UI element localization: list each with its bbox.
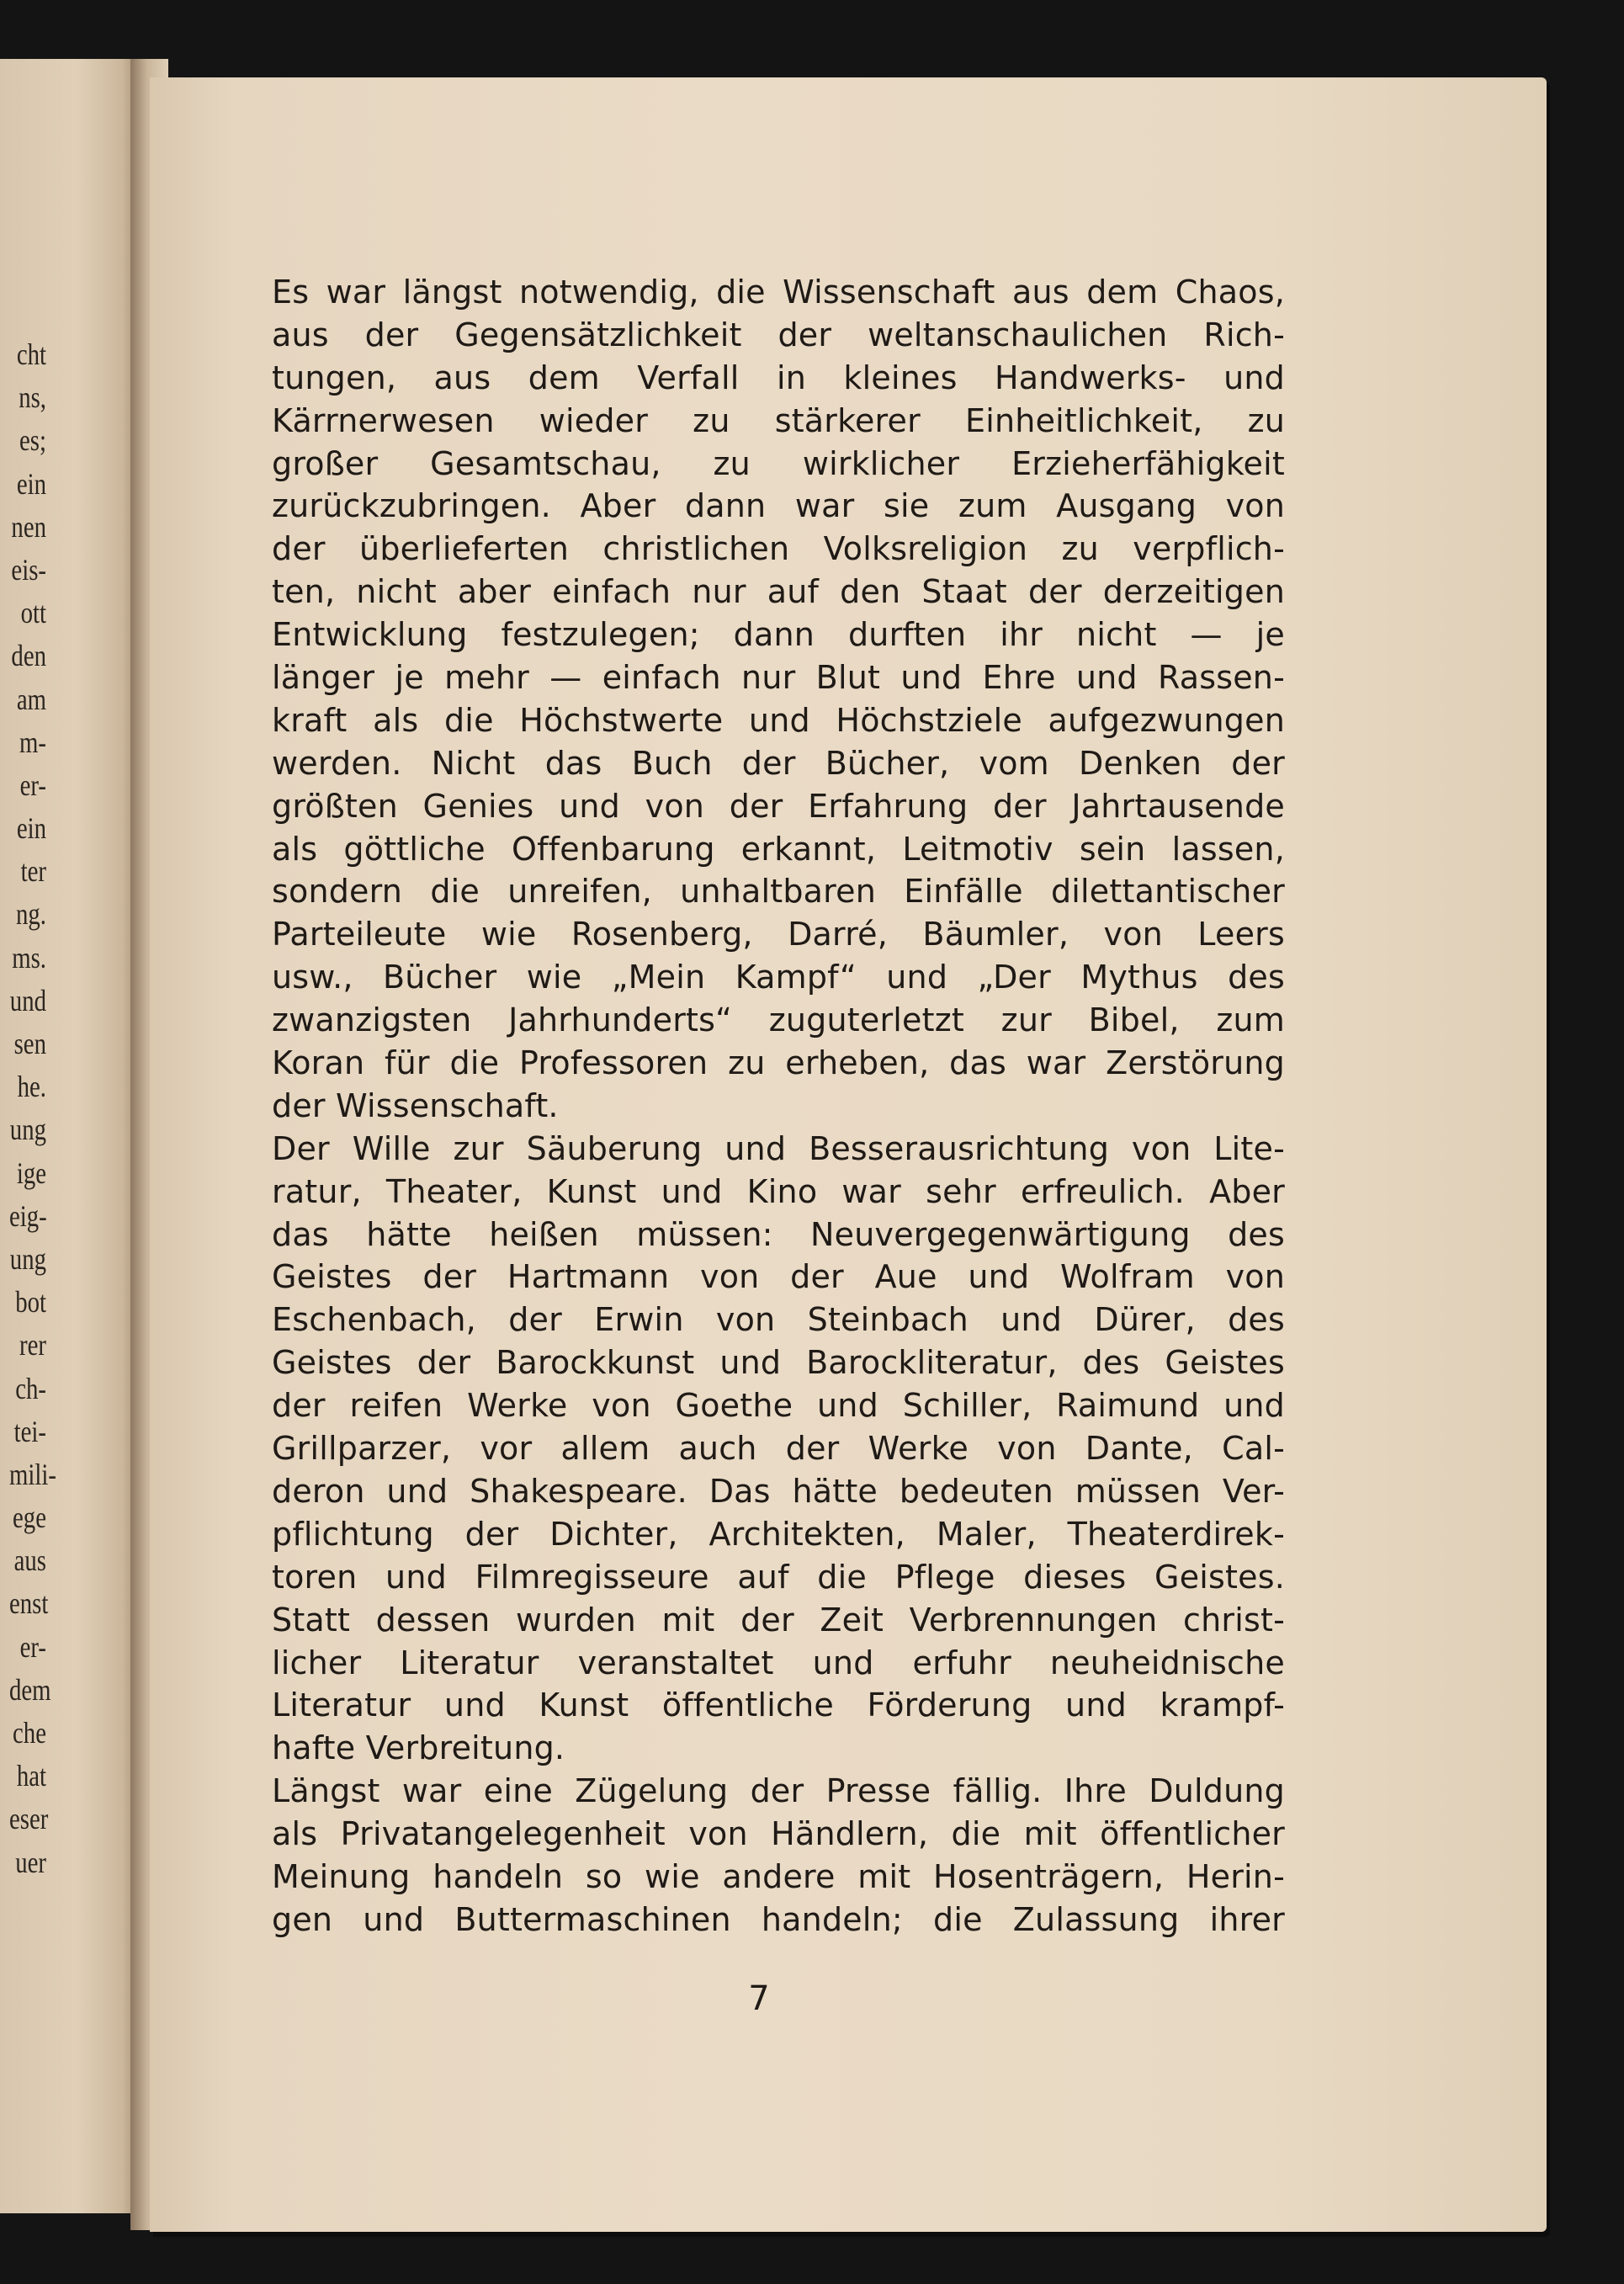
previous-page-fragment: er- (19, 768, 46, 802)
text-line: das hätte heißen müssen: Neuvergegenwärtigung des (272, 1215, 1285, 1253)
previous-page-fragment: nen (11, 509, 47, 544)
previous-page-fragment: ein (16, 466, 46, 501)
previous-page-fragment: mili- (9, 1457, 56, 1491)
text-line: Grillparzer, vor allem auch der Werke von Dante, Cal- (272, 1430, 1285, 1468)
previous-page-fragment: eser (9, 1802, 49, 1836)
text-line: Geistes der Hartmann von der Aue und Wolfram von (272, 1258, 1285, 1296)
text-line: größten Genies und von der Erfahrung der Jahrtausende (272, 787, 1285, 825)
previous-page-fragment: rer (19, 1328, 46, 1362)
text-line: Längst war eine Zügelung der Presse fällig. Ihre Duldung (272, 1772, 1285, 1810)
previous-page-fragment: ms. (12, 940, 46, 975)
previous-page (0, 59, 139, 2213)
text-line: pflichtung der Dichter, Architekten, Maler, Theaterdirek- (272, 1515, 1285, 1553)
previous-page-fragment: he. (17, 1070, 46, 1104)
text-line: gen und Buttermaschinen handeln; die Zulassung ihrer (272, 1900, 1285, 1938)
previous-page-fragment: tei- (13, 1414, 46, 1448)
previous-page-fragment: ns, (19, 380, 46, 415)
text-line: usw., Bücher wie „Mein Kampf“ und „Der Mythus des (272, 959, 1285, 996)
previous-page-fragment: enst (9, 1586, 49, 1621)
previous-page-fragment: eis- (11, 552, 47, 587)
previous-page-fragment: ege (13, 1501, 46, 1535)
previous-page-fragment: uer (15, 1845, 47, 1879)
text-line: der reifen Werke von Goethe und Schiller, Raimund und (272, 1387, 1285, 1425)
previous-page-fragment: ng. (16, 897, 46, 932)
text-line: der Wissenschaft. (272, 1086, 559, 1124)
text-line: Kärrnerwesen wieder zu stärkerer Einheitlichkeit, zu (272, 401, 1285, 439)
text-line: Literatur und Kunst öffentliche Förderung und krampf- (272, 1686, 1285, 1724)
paragraph (272, 271, 1285, 1128)
text-line: als göttliche Offenbarung erkannt, Leitmotiv sein lassen, (272, 830, 1285, 868)
text-line: kraft als die Höchstwerte und Höchstziele aufgezwungen (272, 701, 1285, 739)
previous-page-fragment: und (9, 983, 47, 1017)
text-line: Geistes der Barockkunst und Barockliteratur, des Geistes (272, 1344, 1285, 1382)
text-line: großer Gesamtschau, zu wirklicher Erzieherfähigkeit (272, 444, 1285, 482)
text-line: sondern die unreifen, unhaltbaren Einfälle dilettantischer (272, 873, 1285, 911)
body-text (272, 271, 1285, 1941)
current-page (150, 77, 1547, 2232)
paragraph (272, 1128, 1285, 1770)
text-line: ten, nicht aber einfach nur auf den Staat der derzeitigen (272, 573, 1285, 611)
text-line: Meinung handeln so wie andere mit Hosenträgern, Herin- (272, 1857, 1285, 1895)
text-line: Entwicklung festzulegen; dann durften ihr nicht — je (272, 616, 1285, 654)
page-number: 7 (748, 1979, 770, 2018)
previous-page-fragment: eig- (9, 1198, 47, 1233)
text-line: als Privatangelegenheit von Händlern, die mit öffentlicher (272, 1815, 1285, 1853)
text-line: aus der Gegensätzlichkeit der weltanschaulichen Rich- (272, 316, 1285, 353)
text-line: länger je mehr — einfach nur Blut und Ehre und Rassen- (272, 659, 1285, 697)
previous-page-fragment: ch- (15, 1371, 47, 1405)
paragraph (272, 1770, 1285, 1941)
previous-page-fragment: ung (9, 1241, 47, 1276)
previous-page-fragment: che (13, 1716, 46, 1750)
text-line: Eschenbach, der Erwin von Steinbach und Dürer, des (272, 1301, 1285, 1339)
text-line: licher Literatur veranstaltet und erfuhr neuheidnische (272, 1644, 1285, 1681)
previous-page-fragment: sen (13, 1027, 47, 1060)
previous-page-fragment: ott (20, 596, 46, 630)
text-line: hafte Verbreitung. (272, 1729, 565, 1767)
text-line: der überlieferten christlichen Volksreligion zu verpflich- (272, 530, 1285, 568)
text-line: toren und Filmregisseure auf die Pflege dieses Geistes. (272, 1558, 1285, 1596)
previous-page-fragment: den (11, 639, 47, 673)
previous-page-fragment: bot (15, 1285, 46, 1320)
text-line: Koran für die Professoren zu erheben, das war Zerstörung (272, 1044, 1285, 1082)
previous-page-fragment: cht (16, 337, 46, 371)
text-line: Parteileute wie Rosenberg, Darré, Bäumler, von Leers (272, 916, 1285, 953)
text-line: deron und Shakespeare. Das hätte bedeuten müssen Ver- (272, 1472, 1285, 1510)
previous-page-fragment: hat (16, 1759, 46, 1793)
text-line: werden. Nicht das Buch der Bücher, vom Denken der (272, 744, 1285, 782)
text-line: zwanzigsten Jahrhunderts“ zuguterletzt zur Bibel, zum (272, 1001, 1285, 1039)
previous-page-line-fragments (0, 333, 56, 1884)
previous-page-fragment: aus (13, 1543, 47, 1578)
previous-page-fragment: er- (19, 1629, 46, 1664)
text-line: tungen, aus dem Verfall in kleines Handwerks- und (272, 359, 1285, 396)
text-line: Statt dessen wurden mit der Zeit Verbrennungen christ- (272, 1601, 1285, 1639)
text-line: zurückzubringen. Aber dann war sie zum Ausgang von (272, 487, 1285, 525)
previous-page-fragment: ung (9, 1113, 47, 1147)
previous-page-fragment: m- (19, 725, 46, 759)
previous-page-fragment: dem (9, 1672, 51, 1707)
previous-page-fragment: ige (16, 1155, 46, 1190)
previous-page-fragment: ter (20, 854, 46, 889)
text-line: Es war längst notwendig, die Wissenschaft aus dem Chaos, (272, 274, 1285, 311)
text-line: Der Wille zur Säuberung und Besserausrichtung von Lite- (272, 1129, 1285, 1167)
text-line: ratur, Theater, Kunst und Kino war sehr erfreulich. Aber (272, 1172, 1285, 1210)
previous-page-fragment: ein (16, 811, 46, 846)
previous-page-fragment: es; (19, 423, 46, 458)
previous-page-fragment: am (16, 682, 46, 716)
